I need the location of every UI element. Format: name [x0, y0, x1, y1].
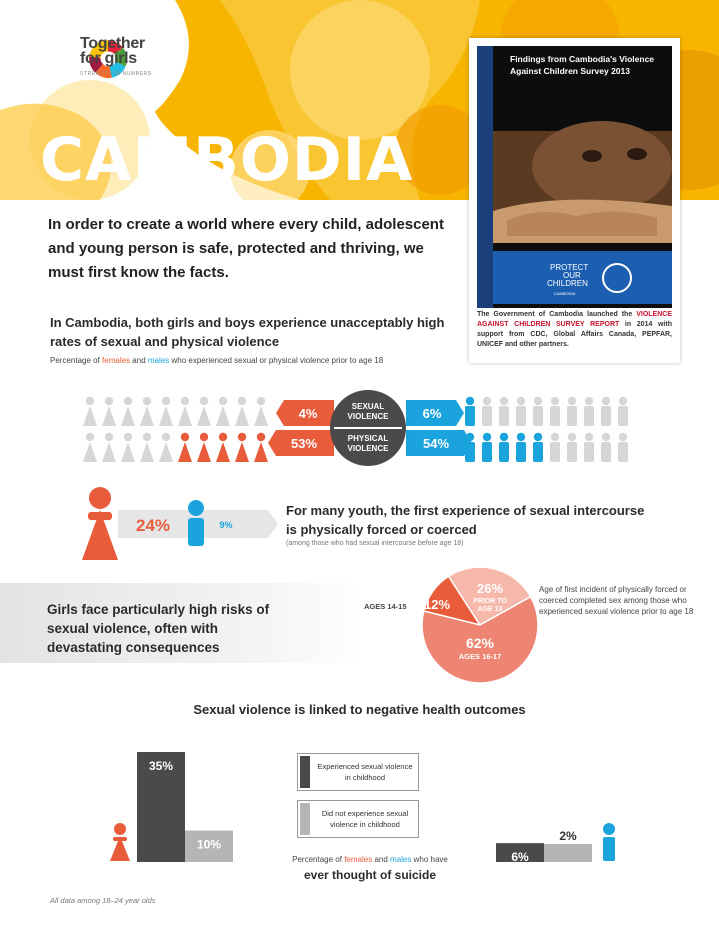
country-title: CAMBODIA: [40, 125, 414, 195]
report-cover-title: Findings from Cambodia's Violence Against Children Survey 2013: [510, 54, 655, 76]
report-note-prefix: The Government of Cambodia launched the: [477, 311, 633, 318]
male-icon: [533, 433, 543, 462]
male-forced-pct: 9%: [219, 520, 233, 530]
footer-note: All data among 18–24 year olds: [50, 896, 156, 905]
male-body: [188, 518, 204, 546]
male-icon: [567, 397, 577, 426]
female-icon: [83, 433, 97, 462]
pie-pct-ages-14-15: 12%: [423, 597, 451, 612]
female-icon: [121, 433, 135, 462]
male-icon: [499, 433, 509, 462]
legend-not-swatch: [300, 803, 310, 835]
forced-pictogram: [78, 486, 278, 562]
report-note-suffix: in 2014 with support from CDC, Global Affairs Canada, PEPFAR, UNICEF and other partners.: [477, 321, 672, 348]
bar-label: 35%: [148, 759, 174, 773]
male-icon: [482, 433, 492, 462]
male-icon: [618, 397, 628, 426]
protect-line2: OUR: [563, 271, 581, 280]
violence-section-title: In Cambodia, both girls and boys experience unacceptably high rates of sexual and physical violence: [50, 315, 445, 349]
female-icon: [159, 397, 173, 426]
report-cover-art: [477, 46, 672, 308]
pie-label-ages-14-15: AGES 14-15: [364, 602, 407, 611]
suicide-sub-suffix: who have: [413, 855, 448, 864]
female-icon: [159, 433, 173, 462]
male-icon: [601, 397, 611, 426]
suicide-subtitle: [260, 855, 480, 864]
forced-section-note: (among those who had sexual intercourse before age 18): [286, 540, 464, 547]
sexual-label-2: VIOLENCE: [347, 412, 389, 421]
female-icon: [254, 433, 268, 462]
report-note-highlight: VIOLENCE AGAINST CHILDREN SURVEY REPORT: [477, 311, 672, 328]
male-icon: [601, 433, 611, 462]
female-large-icon: [89, 487, 111, 509]
female-icon: [254, 397, 268, 426]
violence-section-subtitle: [50, 356, 383, 365]
female-forced-pct: 24%: [135, 516, 171, 535]
female-icon: [216, 433, 230, 462]
physical-label-2: VIOLENCE: [347, 444, 389, 453]
male-small-icon: [603, 823, 615, 861]
female-icon: [235, 433, 249, 462]
legend-not-experienced: [297, 800, 419, 838]
female-icon: [178, 397, 192, 426]
health-section-title: Sexual violence is linked to negative health outcomes: [193, 702, 526, 717]
suicide-and-word: and: [374, 855, 388, 864]
male-icon: [482, 397, 492, 426]
female-physical-pct: 53%: [290, 436, 318, 451]
brand-name-line2: for girls: [80, 50, 137, 67]
legend-experienced-text: Experienced sexual violence in childhood: [317, 762, 413, 782]
male-icon: [533, 397, 543, 426]
male-icons-row-sexual: [465, 397, 628, 426]
suicide-heading: ever thought of suicide: [303, 868, 436, 882]
report-note: [477, 310, 672, 350]
male-icon: [550, 433, 560, 462]
male-icons-row-physical: [465, 433, 628, 462]
suicide-males-word: males: [390, 855, 412, 864]
pie-label-prior-13-2: AGE 13: [477, 606, 503, 613]
pie-label-prior-13-1: PRIOR TO: [473, 598, 507, 605]
female-icon: [121, 397, 135, 426]
male-icon: [499, 397, 509, 426]
suicide-females-word: females: [344, 855, 373, 864]
female-icon: [178, 433, 192, 462]
male-icon: [618, 433, 628, 462]
male-icon: [584, 397, 594, 426]
male-icon: [465, 397, 475, 426]
suicide-sub-prefix: Percentage of: [292, 855, 342, 864]
sexual-label-1: SEXUAL: [351, 402, 385, 411]
bar-label: 10%: [196, 837, 222, 852]
legend-experienced-swatch: [300, 756, 310, 788]
forced-section-title: For many youth, the first experience of sexual intercourse is physically forced or coerced: [286, 503, 645, 537]
female-icon: [102, 397, 116, 426]
male-icon: [550, 397, 560, 426]
female-icon: [140, 433, 154, 462]
suicide-bar-chart: [100, 725, 640, 865]
male-icon: [584, 433, 594, 462]
female-icon: [197, 397, 211, 426]
bar-label: 6%: [511, 850, 529, 865]
females-word: females: [102, 356, 131, 365]
and-word: and: [132, 356, 146, 365]
protect-line3: CHILDREN: [547, 279, 588, 288]
pie-legend: Age of first incident of physically forced or coerced completed sex among those who experienced sexual violence prior to age 18: [539, 585, 694, 616]
pie-pct-ages-16-17: 62%: [465, 635, 495, 651]
protect-line1: PROTECT: [550, 263, 589, 272]
female-icon: [102, 433, 116, 462]
report-cover: [477, 46, 672, 308]
female-icon: [83, 397, 97, 426]
pie-label-ages-16-17: AGES 16-17: [458, 652, 502, 661]
female-sexual-pct: 4%: [298, 406, 318, 421]
male-icon: [188, 500, 204, 516]
bar: [544, 844, 592, 862]
male-physical-pct: 54%: [422, 436, 450, 451]
age-pie-chart: [360, 560, 540, 685]
subtitle-prefix: Percentage of: [50, 356, 100, 365]
violence-pictogram: [80, 388, 640, 466]
brand-name: [80, 36, 145, 66]
bar-label: 2%: [559, 829, 577, 843]
male-sexual-pct: 6%: [422, 406, 442, 421]
protect-country: CAMBODIA: [554, 291, 576, 296]
female-icon: [216, 397, 230, 426]
brand-name-line1: Together: [80, 35, 145, 52]
female-icon: [140, 397, 154, 426]
males-word: males: [147, 356, 170, 365]
legend-not-text: Did not experience sexual violence in childhood: [321, 809, 409, 829]
intro-statement: In order to create a world where every child, adolescent and young person is safe, protected and thriving, we must first know the facts.: [48, 216, 444, 281]
female-icons-row-sexual: [83, 397, 268, 426]
male-icon: [567, 433, 577, 462]
physical-label-1: PHYSICAL: [347, 434, 389, 443]
female-icons-row-physical: [83, 433, 268, 462]
female-small-icon: [110, 823, 130, 861]
brand-tagline: STRENGTH IN NUMBERS: [80, 71, 152, 77]
legend-experienced: [297, 753, 419, 791]
female-icon: [197, 433, 211, 462]
girls-risk-text: Girls face particularly high risks of sexual violence, often with devastating consequences: [47, 602, 270, 655]
male-icon: [516, 433, 526, 462]
male-icon: [516, 397, 526, 426]
subtitle-suffix: who experienced sexual or physical violence prior to age 18: [171, 356, 384, 365]
pie-pct-prior-13: 26%: [476, 581, 504, 596]
female-icon: [235, 397, 249, 426]
